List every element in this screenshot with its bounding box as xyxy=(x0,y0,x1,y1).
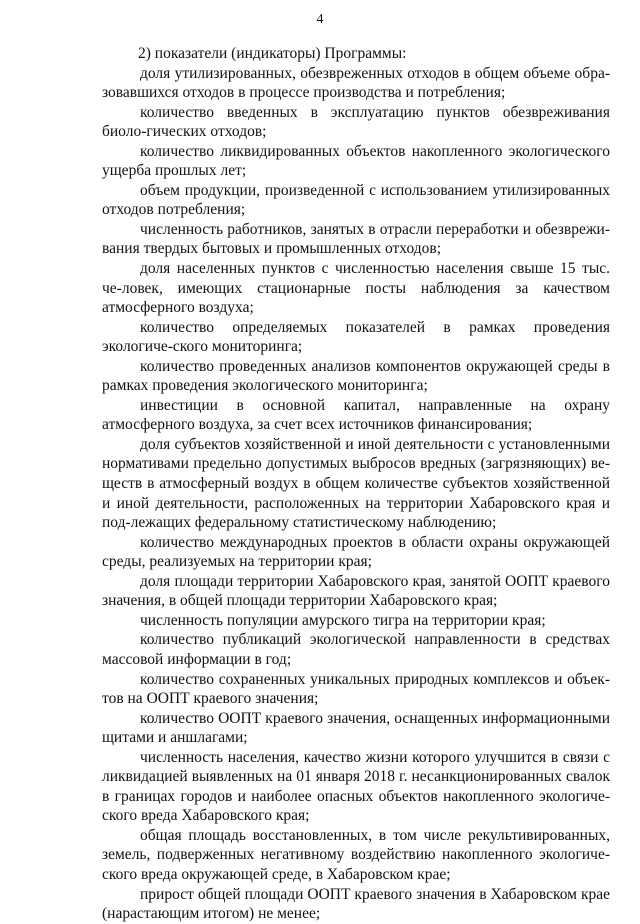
indicator-item: численность работников, занятых в отрасли переработки и обезврежи-вания твердых бытовых и промышленных отходов; xyxy=(102,220,610,258)
indicator-item: объем продукции, произведенной с использованием утилизированных отходов потребления; xyxy=(102,181,610,219)
indicator-item: доля населенных пунктов с численностью населения свыше 15 тыс. че-ловек, имеющих стационарные посты наблюдения за качеством атмосферного воздуха; xyxy=(102,260,610,317)
indicator-item: доля площади территории Хабаровского края, занятой ООПТ краевого значения, в общей площади территории Хабаровского края; xyxy=(102,572,610,610)
indicator-item: количество ООПТ краевого значения, оснащенных информационными щитами и аншлагами; xyxy=(102,709,610,747)
indicator-item: количество сохраненных уникальных природных комплексов и объек-тов на ООПТ краевого значения; xyxy=(102,670,610,708)
document-body xyxy=(102,44,610,924)
indicator-item: доля утилизированных, обезвреженных отходов в общем объеме обра-зовавшихся отходов в процессе производства и потребления; xyxy=(102,64,610,102)
indicator-item: прирост общей площади ООПТ краевого значения в Хабаровском крае (нарастающим итогом) не менее; xyxy=(102,885,610,923)
indicator-item: инвестиции в основной капитал, направленные на охрану атмосферного воздуха, за счет всех источников финансирования; xyxy=(102,396,610,434)
page-number: 4 xyxy=(316,12,324,27)
indicator-item: численность популяции амурского тигра на территории края; xyxy=(140,611,546,629)
indicator-item: количество публикаций экологической направленности в средствах массовой информации в год; xyxy=(102,631,610,668)
indicator-item: количество ликвидированных объектов накопленного экологического ущерба прошлых лет; xyxy=(102,142,610,180)
indicator-item: общая площадь восстановленных, в том числе рекультивированных, земель, подверженных негативному воздействию накопленного экологиче-ского вреда окружающей среде, в Хабаровском крае; xyxy=(102,826,610,883)
indicator-item: доля субъектов хозяйственной и иной деятельности с установленными нормативами предельно допустимых выбросов вредных (загрязняющих) ве-ществ в атмосферный воздух в общем количестве субъектов хозяйственной и иной деятельности, расположенных на территории Хабаровского края и под-лежащих федеральному статистическому наблюдению; xyxy=(102,435,610,532)
indicator-item: количество международных проектов в области охраны окружающей среды, реализуемых на территории края; xyxy=(102,533,610,571)
indicator-item: количество введенных в эксплуатацию пунктов обезвреживания биоло-гических отходов; xyxy=(102,103,610,141)
indicator-item: количество проведенных анализов компонентов окружающей среды в рамках проведения экологического мониторинга; xyxy=(102,357,610,395)
indicator-item: количество определяемых показателей в рамках проведения экологиче-ского мониторинга; xyxy=(102,318,610,356)
section-heading: 2) показатели (индикаторы) Программы: xyxy=(138,45,407,62)
indicator-item: численность населения, качество жизни которого улучшится в связи с ликвидацией выявленных на 01 января 2018 г. несанкционированных свалок в границах городов и наиболее опасных объектов накопленного экологиче-ского вреда Хабаровского края; xyxy=(102,748,610,825)
